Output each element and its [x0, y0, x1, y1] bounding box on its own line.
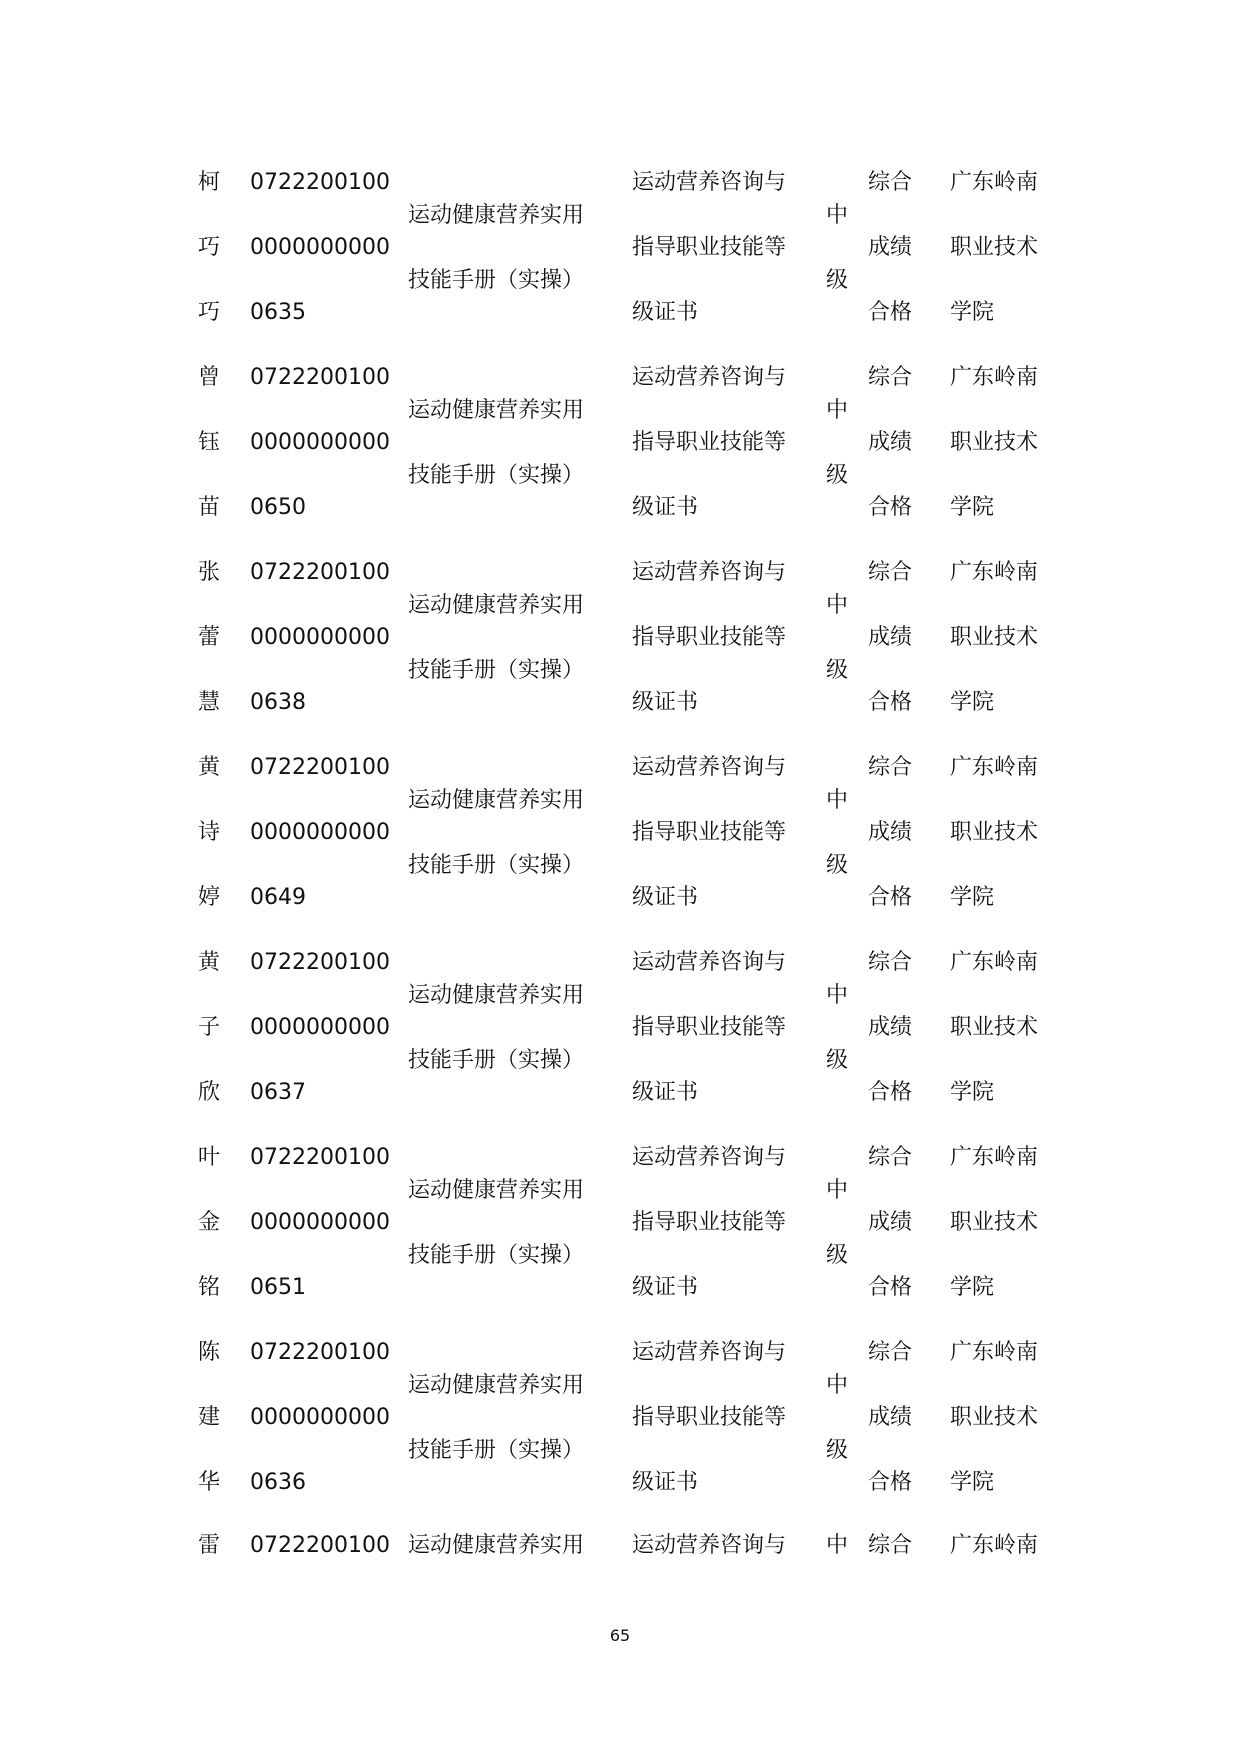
school-name-line: 学院	[950, 300, 995, 325]
certificate-level-line: 级	[826, 268, 849, 293]
training-book	[408, 593, 584, 684]
name-char: 黄	[198, 950, 221, 975]
assessment-result-line: 成绩	[868, 1405, 913, 1430]
certificate-level-line: 中	[826, 593, 849, 618]
name-char: 柯	[198, 170, 221, 195]
school-name-line: 学院	[950, 690, 995, 715]
certificate-level	[826, 788, 848, 879]
name-char: 雷	[198, 1533, 221, 1558]
certificate-level-line: 级	[826, 463, 849, 488]
student-name	[198, 365, 222, 521]
student-name	[198, 560, 222, 716]
student-name	[198, 1340, 222, 1496]
school-name-line: 广东岭南	[950, 1340, 1039, 1365]
name-char: 铭	[198, 1275, 221, 1300]
training-book	[408, 788, 584, 879]
name-char: 苗	[198, 495, 221, 520]
certificate-number	[250, 1340, 390, 1496]
certificate-title-line: 运动营养咨询与	[632, 560, 787, 585]
certificate-number-line: 0722200100	[250, 365, 390, 390]
school-name-line: 广东岭南	[950, 170, 1039, 195]
name-char: 诗	[198, 820, 221, 845]
certificate-title-line: 级证书	[632, 1470, 699, 1495]
certificate-level	[826, 593, 848, 684]
name-char: 陈	[198, 1340, 221, 1365]
table-row	[0, 950, 1240, 1145]
school-name-line: 职业技术	[950, 235, 1039, 260]
training-book-line: 技能手册（实操）	[408, 853, 585, 878]
assessment-result-line: 综合	[868, 1145, 913, 1170]
assessment-result-line: 合格	[868, 495, 913, 520]
certificate-level	[826, 1178, 848, 1269]
school-name-line: 职业技术	[950, 1015, 1039, 1040]
certificate-title-line: 指导职业技能等	[632, 625, 787, 650]
name-char: 华	[198, 1470, 221, 1495]
certificate-level	[826, 398, 848, 489]
school-name-line: 职业技术	[950, 430, 1039, 455]
assessment-result-line: 合格	[868, 1470, 913, 1495]
training-book-line: 运动健康营养实用	[408, 983, 585, 1008]
training-book-line: 运动健康营养实用	[408, 788, 585, 813]
certificate-title	[632, 365, 786, 521]
certificate-number-line: 0650	[250, 495, 306, 520]
certificate-number-line: 0000000000	[250, 1405, 390, 1430]
certificate-level-line: 级	[826, 853, 849, 878]
school-name	[950, 365, 1038, 521]
training-book-line: 运动健康营养实用	[408, 203, 585, 228]
table-row	[0, 560, 1240, 755]
assessment-result	[868, 170, 912, 326]
training-book	[408, 983, 584, 1074]
certificate-title-line: 运动营养咨询与	[632, 1533, 787, 1558]
certificate-title	[632, 1340, 786, 1496]
table-row	[0, 755, 1240, 950]
name-char: 张	[198, 560, 221, 585]
certificate-title	[632, 950, 786, 1106]
school-name-line: 职业技术	[950, 1210, 1039, 1235]
certificate-number-line: 0722200100	[250, 1340, 390, 1365]
name-char: 蕾	[198, 625, 221, 650]
certificate-title-line: 运动营养咨询与	[632, 950, 787, 975]
certificate-title	[632, 560, 786, 716]
student-name	[198, 1533, 222, 1559]
certificate-number	[250, 365, 390, 521]
certificate-level	[826, 203, 848, 294]
name-char: 婷	[198, 885, 221, 910]
certificate-title-line: 指导职业技能等	[632, 1210, 787, 1235]
training-book	[408, 1533, 584, 1559]
assessment-result-line: 合格	[868, 885, 913, 910]
school-name-line: 广东岭南	[950, 365, 1039, 390]
assessment-result-line: 综合	[868, 170, 913, 195]
assessment-result	[868, 950, 912, 1106]
certificate-number	[250, 560, 390, 716]
certificate-number	[250, 170, 390, 326]
certificate-level	[826, 1533, 848, 1559]
certificate-title-line: 运动营养咨询与	[632, 1145, 787, 1170]
certificate-level-line: 级	[826, 1048, 849, 1073]
certificate-level-line: 级	[826, 658, 849, 683]
school-name-line: 学院	[950, 1470, 995, 1495]
student-name	[198, 755, 222, 911]
certificate-title	[632, 1533, 786, 1559]
table-row	[0, 1145, 1240, 1340]
certificate-number	[250, 1145, 390, 1301]
school-name-line: 广东岭南	[950, 755, 1039, 780]
assessment-result-line: 成绩	[868, 625, 913, 650]
certificate-number-line: 0649	[250, 885, 306, 910]
certificate-title-line: 指导职业技能等	[632, 235, 787, 260]
assessment-result-line: 成绩	[868, 820, 913, 845]
name-char: 巧	[198, 235, 221, 260]
assessment-result-line: 综合	[868, 365, 913, 390]
table-row	[0, 170, 1240, 365]
student-name	[198, 170, 222, 326]
certificate-number-line: 0651	[250, 1275, 306, 1300]
assessment-result-line: 综合	[868, 755, 913, 780]
certificate-title-line: 指导职业技能等	[632, 1405, 787, 1430]
certificate-number-line: 0000000000	[250, 1015, 390, 1040]
certificate-number-line: 0722200100	[250, 560, 390, 585]
training-book	[408, 203, 584, 294]
training-book-line: 运动健康营养实用	[408, 1178, 585, 1203]
training-book-line: 技能手册（实操）	[408, 1048, 585, 1073]
certificate-title-line: 指导职业技能等	[632, 1015, 787, 1040]
certificate-number-line: 0722200100	[250, 170, 390, 195]
training-book-line: 运动健康营养实用	[408, 593, 585, 618]
certificate-number-line: 0638	[250, 690, 306, 715]
certificate-title	[632, 1145, 786, 1301]
name-char: 黄	[198, 755, 221, 780]
assessment-result	[868, 365, 912, 521]
school-name-line: 职业技术	[950, 625, 1039, 650]
certificate-number-line: 0722200100	[250, 1145, 390, 1170]
assessment-result	[868, 1533, 912, 1559]
name-char: 金	[198, 1210, 221, 1235]
name-char: 慧	[198, 690, 221, 715]
training-book-line: 技能手册（实操）	[408, 268, 585, 293]
certificate-level-line: 中	[826, 1373, 849, 1398]
name-char: 子	[198, 1015, 221, 1040]
certificate-number-line: 0637	[250, 1080, 306, 1105]
school-name-line: 学院	[950, 1080, 995, 1105]
certificate-number-line: 0722200100	[250, 950, 390, 975]
certificate-title-line: 级证书	[632, 495, 699, 520]
training-book-line: 技能手册（实操）	[408, 463, 585, 488]
school-name	[950, 950, 1038, 1106]
school-name	[950, 755, 1038, 911]
certificate-number-line: 0000000000	[250, 430, 390, 455]
school-name-line: 学院	[950, 495, 995, 520]
certificate-title-line: 运动营养咨询与	[632, 1340, 787, 1365]
assessment-result-line: 综合	[868, 1533, 913, 1558]
training-book-line: 技能手册（实操）	[408, 1438, 585, 1463]
certificate-number	[250, 1533, 390, 1559]
assessment-result-line: 成绩	[868, 1210, 913, 1235]
certificate-number	[250, 950, 390, 1106]
name-char: 欣	[198, 1080, 221, 1105]
assessment-result	[868, 560, 912, 716]
table-row	[0, 1340, 1240, 1535]
name-char: 叶	[198, 1145, 221, 1170]
table-row	[0, 365, 1240, 560]
certificate-number	[250, 755, 390, 911]
certificate-number-line: 0000000000	[250, 235, 390, 260]
certificate-title-line: 级证书	[632, 690, 699, 715]
training-book-line: 运动健康营养实用	[408, 398, 585, 423]
certificate-title-line: 运动营养咨询与	[632, 170, 787, 195]
training-book-line: 技能手册（实操）	[408, 658, 585, 683]
school-name-line: 广东岭南	[950, 1145, 1039, 1170]
certificate-title-line: 级证书	[632, 885, 699, 910]
school-name-line: 职业技术	[950, 820, 1039, 845]
school-name-line: 职业技术	[950, 1405, 1039, 1430]
school-name	[950, 1145, 1038, 1301]
certificate-title	[632, 755, 786, 911]
assessment-result-line: 综合	[868, 1340, 913, 1365]
assessment-result-line: 合格	[868, 300, 913, 325]
certificate-level-line: 级	[826, 1243, 849, 1268]
school-name	[950, 170, 1038, 326]
certificate-title-line: 指导职业技能等	[632, 820, 787, 845]
name-char: 巧	[198, 300, 221, 325]
certificate-number-line: 0000000000	[250, 625, 390, 650]
certificate-level-line: 中	[826, 983, 849, 1008]
assessment-result-line: 合格	[868, 1080, 913, 1105]
name-char: 建	[198, 1405, 221, 1430]
assessment-result-line: 成绩	[868, 1015, 913, 1040]
school-name	[950, 1533, 1038, 1559]
certificate-number-line: 0635	[250, 300, 306, 325]
school-name	[950, 560, 1038, 716]
certificate-title	[632, 170, 786, 326]
student-name	[198, 950, 222, 1106]
training-book	[408, 398, 584, 489]
training-book-line: 运动健康营养实用	[408, 1373, 585, 1398]
certificate-level-line: 中	[826, 1178, 849, 1203]
school-name-line: 学院	[950, 885, 995, 910]
certificate-level-line: 中	[826, 788, 849, 813]
school-name	[950, 1340, 1038, 1496]
certificate-title-line: 运动营养咨询与	[632, 365, 787, 390]
training-book-line: 技能手册（实操）	[408, 1243, 585, 1268]
assessment-result-line: 综合	[868, 560, 913, 585]
school-name-line: 广东岭南	[950, 950, 1039, 975]
certificate-title-line: 级证书	[632, 1275, 699, 1300]
certificate-title-line: 级证书	[632, 1080, 699, 1105]
certificate-number-line: 0722200100	[250, 1533, 390, 1558]
certificate-title-line: 指导职业技能等	[632, 430, 787, 455]
assessment-result-line: 合格	[868, 1275, 913, 1300]
assessment-result	[868, 755, 912, 911]
training-book	[408, 1178, 584, 1269]
school-name-line: 学院	[950, 1275, 995, 1300]
certificate-level	[826, 983, 848, 1074]
certificate-title-line: 运动营养咨询与	[632, 755, 787, 780]
school-name-line: 广东岭南	[950, 1533, 1039, 1558]
certificate-level-line: 级	[826, 1438, 849, 1463]
student-name	[198, 1145, 222, 1301]
assessment-result-line: 成绩	[868, 235, 913, 260]
certificate-level-line: 中	[826, 398, 849, 423]
training-book-line: 运动健康营养实用	[408, 1533, 585, 1558]
name-char: 钰	[198, 430, 221, 455]
certificate-number-line: 0722200100	[250, 755, 390, 780]
training-book	[408, 1373, 584, 1464]
assessment-result	[868, 1145, 912, 1301]
assessment-result-line: 合格	[868, 690, 913, 715]
assessment-result-line: 综合	[868, 950, 913, 975]
assessment-result	[868, 1340, 912, 1496]
certificate-number-line: 0000000000	[250, 1210, 390, 1235]
certificate-level-line: 中	[826, 1533, 849, 1558]
assessment-result-line: 成绩	[868, 430, 913, 455]
certificate-title-line: 级证书	[632, 300, 699, 325]
certificate-number-line: 0000000000	[250, 820, 390, 845]
certificate-level	[826, 1373, 848, 1464]
page-number: 65	[609, 1626, 631, 1645]
certificate-level-line: 中	[826, 203, 849, 228]
school-name-line: 广东岭南	[950, 560, 1039, 585]
name-char: 曾	[198, 365, 221, 390]
certificate-number-line: 0636	[250, 1470, 306, 1495]
